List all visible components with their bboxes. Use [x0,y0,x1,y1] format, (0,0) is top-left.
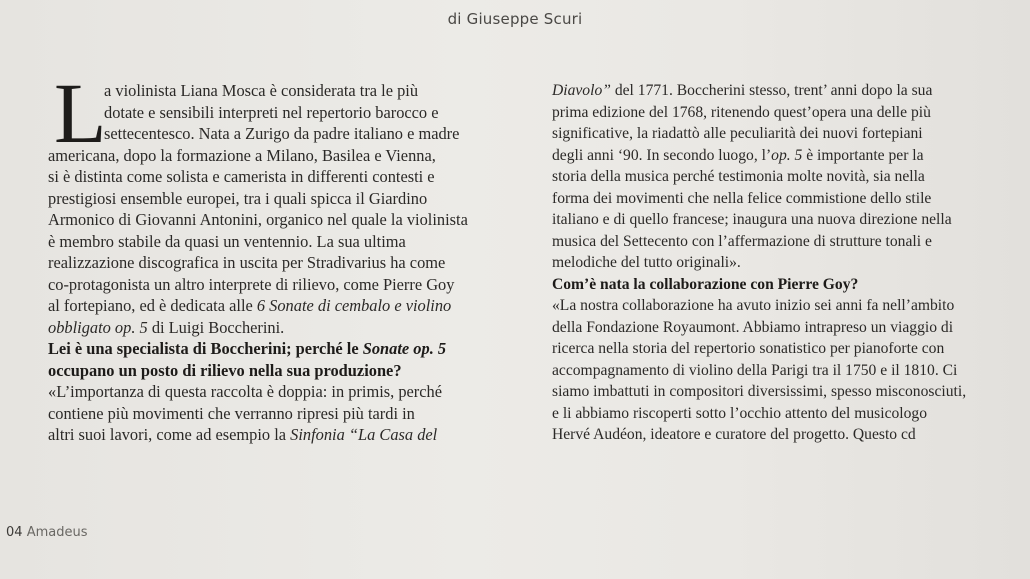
text-line: realizzazione discografica in uscita per Stradivarius ha come [48,253,446,272]
page-footer [6,525,87,540]
text-line: a violinista Liana Mosca è considerata tra le più [104,81,419,100]
text-line: musica del Settecento con l’affermazione di strutture tonali e [552,232,932,250]
text-line: melodiche del tutto originali». [552,254,741,271]
byline: di Giuseppe Scuri [447,10,583,28]
text-line: dotate e sensibili interpreti nel repertorio barocco e [104,102,439,122]
text-line [48,424,533,446]
text-line: italiano e di quello francese; inaugura una nuova direzione nella [552,211,952,228]
interview-question: Com’è nata la collaborazione con Pierre Goy? [552,275,859,293]
text-line: settecentesco. Nata a Zurigo da padre italiano e madre [104,124,460,143]
text-line: ricerca nella storia del repertorio sonatistico per pianoforte con [552,340,945,357]
text-line [552,80,1012,102]
text-line: della Fondazione Royaumont. Abbiamo intrapreso un viaggio di [552,318,954,336]
text-line: si è distinta come solista e camerista in differenti contesti e [48,167,435,186]
text-span: altri suoi lavori, come ad esempio la [48,425,291,444]
text-span: al fortepiano, ed è dedicata alle [48,296,257,315]
text-line: e li abbiamo riscoperti sotto l’occhio attento del musicologo [552,404,928,422]
text-line: Armonico di Giovanni Antonini, organico nel quale la violinista [48,210,468,229]
work-title-italic: Sonate op. 5 [362,339,447,358]
text-line: prestigiosi ensemble europei, tra i quali spicca il Giardino [48,188,428,208]
text-line: è membro stabile da quasi un ventennio. La sua ultima [48,231,406,251]
text-line: forma dei movimenti che nella felice commistione dello stile [552,189,932,207]
text-line: significative, la riadattò alle peculiarità dei nuovi fortepiani [552,125,923,142]
album-title-italic: obbligato op. 5 [48,317,148,337]
text-line [552,145,1012,167]
text-line: Hervé Audéon, ideatore e curatore del progetto. Questo cd [552,426,916,443]
text-line: prima edizione del 1768, ritenendo quest’opera una delle più [552,103,931,121]
text-line: contiene più movimenti che verranno ripresi più tardi in [48,403,415,423]
text-line: accompagnamento di violino della Parigi tra il 1750 e il 1810. Ci [552,361,958,379]
drop-cap: L [54,65,107,161]
text-span: degli anni ‘90. In secondo luogo, l’ [552,146,772,164]
work-title-italic: Sinfonia “La Casa del [290,425,438,444]
text-line: siamo imbattuti in compositori diversissimi, spesso misconosciuti, [552,383,967,400]
interview-question: occupano un posto di rilievo nella sua produzione? [48,360,402,380]
text-line [48,295,533,317]
text-line: co-protagonista un altro interprete di rilievo, come Pierre Goy [48,274,455,294]
text-line [48,317,533,339]
text-span: Lei è una specialista di Boccherini; perché le [48,339,363,358]
left-column [48,65,533,446]
magazine-name: Amadeus [26,525,88,540]
page-number: 04 [6,525,23,540]
right-column [552,80,1012,446]
work-title-italic: op. 5 [771,146,803,164]
interview-question [48,338,533,360]
text-line: «L’importanza di questa raccolta è doppia: in primis, perché [48,382,442,401]
album-title-italic: 6 Sonate di cembalo e violino [256,296,452,315]
work-title-italic: Diavolo” [552,82,611,99]
text-line: «La nostra collaborazione ha avuto inizio sei anni fa nell’ambito [552,297,955,314]
text-span: di Luigi Boccherini. [147,317,285,337]
text-line: storia della musica perché testimonia molte novità, sia nella [552,168,925,185]
text-line: americana, dopo la formazione a Milano, Basilea e Vienna, [48,145,436,165]
text-span: del 1771. Boccherini stesso, trent’ anni dopo la sua [610,82,933,99]
text-span: è importante per la [802,146,924,164]
